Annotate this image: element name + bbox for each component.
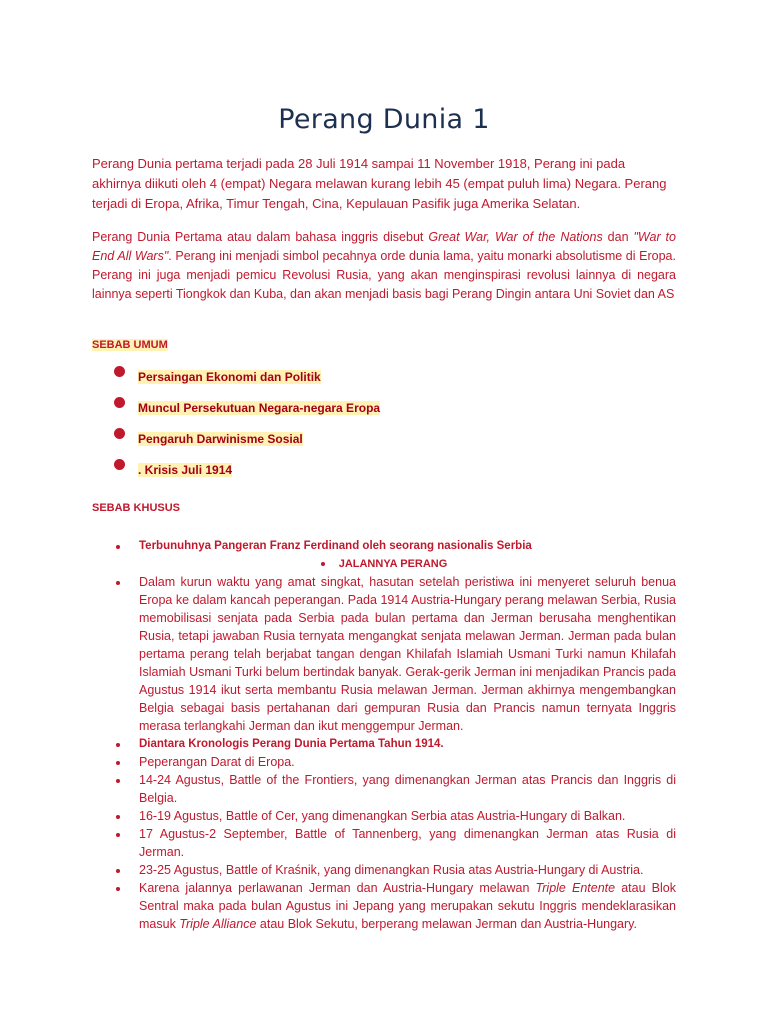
list-item-text: atau Blok Sentral maka pada bulan Agustus ini Jepang yang merupakan sekutu Inggris mendeklarasikan masuk [139,881,676,931]
list-item [92,735,676,753]
bullet-icon [116,833,120,837]
list-item-text: 17 Agustus-2 September, Battle of Tannenberg, yang dimenangkan Jerman atas Rusia di Jerman. [139,827,676,859]
intro-paragraph: Perang Dunia pertama terjadi pada 28 Juli 1914 sampai 11 November 1918, Perang ini pada akhirnya diikuti oleh 4 (empat) Negara melawan kurang lebih 45 (empat puluh lima) Negara. Perang terjadi di Eropa, Afrika, Timur Tengah, Cina, Kepulauan Pasifik juga Amerika Selatan. [92,156,667,211]
second-paragraph [92,228,676,304]
bullet-icon [116,815,120,819]
bullet-icon [114,428,125,439]
page-title: Perang Dunia 1 [278,104,490,135]
bullet-icon [116,869,120,873]
sebab-khusus-heading: SEBAB KHUSUS [92,502,181,514]
sebab-umum-heading-text: SEBAB UMUM [92,339,168,351]
bullet-icon [116,887,120,891]
list-item-text: JALANNYA PERANG [338,558,448,570]
bullet-icon [321,562,325,566]
bullet-icon [116,545,120,549]
list-item [92,537,676,555]
bullet-icon [114,459,125,470]
p2-emphasis-2: "War to End All Wars" [92,230,676,263]
list-item [92,825,676,861]
bullet-icon [116,761,120,765]
list-item [92,753,676,771]
p2-text-2: dan [602,230,634,244]
p2-text-3: . Perang ini menjadi simbol pecahnya orde dunia lama, yaitu monarki absolutisme di Eropa. Perang ini juga menjadi pemicu Revolusi Rusia, yang akan menginspirasi revolusi lainnya di negara lainnya seperti Tiongkok dan Kuba, dan akan menjadi basis bagi Perang Dingin antara Uni Soviet dan AS [92,249,676,301]
list-item [92,879,676,933]
list-item [92,771,676,807]
bullet-icon [116,779,120,783]
bullet-icon [116,581,120,585]
list-item [92,573,676,735]
bullet-icon [114,397,125,408]
list-item-emphasis: Triple Entente [535,881,616,895]
list-item-text: . Krisis Juli 1914 [138,463,233,477]
list-item-text: atau Blok Sekutu, berperang melawan Jerman dan Austria-Hungary. [256,917,637,931]
list-item-emphasis: Triple Alliance [179,917,257,931]
list-item-text: Pengaruh Darwinisme Sosial [138,432,303,446]
bullet-icon [116,743,120,747]
sebab-khusus-list [92,537,676,933]
bullet-icon [114,366,125,377]
list-item-text: Diantara Kronologis Perang Dunia Pertama Tahun 1914. [139,738,444,750]
list-item-text: 16-19 Agustus, Battle of Cer, yang dimenangkan Serbia atas Austria-Hungary di Balkan. [139,809,626,823]
list-item-text: Dalam kurun waktu yang amat singkat, hasutan setelah peristiwa ini menyeret seluruh benua Eropa ke dalam kancah peperangan. Pada 1914 Austria-Hungary perang melawan Serbia, Rusia memobilisasi senjata pada Serbia pada bulan pertama dan Jerman berusaha menghentikan Rusia, tetapi jawaban Rusia ternyata mengangkat senjata melawan Jerman. Jerman pada bulan pertama perang telah berjabat tangan dengan Khilafah Islamiah Usmani Turki namun Khilafah Islamiah Usmani Turki belum bertindak banyak. Gerak-gerik Jerman ini menjadikan Prancis pada Agustus 1914 ikut serta membantu Rusia melawan Jerman. Jerman akhirnya mengembangkan Belgia sebagai basis pertahanan dari gempuran Rusia dan Prancis namun ternyata Inggris merasa terlangkahi Jerman dan ikut menggempur Jerman. [139,575,676,733]
list-item-text: Peperangan Darat di Eropa. [139,755,295,769]
list-item-text: Terbunuhnya Pangeran Franz Ferdinand oleh seorang nasionalis Serbia [139,540,532,552]
list-item [92,555,676,573]
p2-emphasis-1: Great War, War of the Nations [428,230,603,244]
list-item-text: 14-24 Agustus, Battle of the Frontiers, yang dimenangkan Jerman atas Prancis dan Inggris di Belgia. [139,773,676,805]
list-item [92,807,676,825]
list-item-text: Persaingan Ekonomi dan Politik [138,370,321,384]
list-item [92,861,676,879]
p2-text-1: Perang Dunia Pertama atau dalam bahasa inggris disebut [92,230,429,244]
list-item-text: 23-25 Agustus, Battle of Kraśnik, yang dimenangkan Rusia atas Austria-Hungary di Austria. [139,863,644,877]
list-item-text: Muncul Persekutuan Negara-negara Eropa [138,401,381,415]
list-item-text: Karena jalannya perlawanan Jerman dan Austria-Hungary melawan [139,881,536,895]
sebab-umum-heading [92,339,168,351]
